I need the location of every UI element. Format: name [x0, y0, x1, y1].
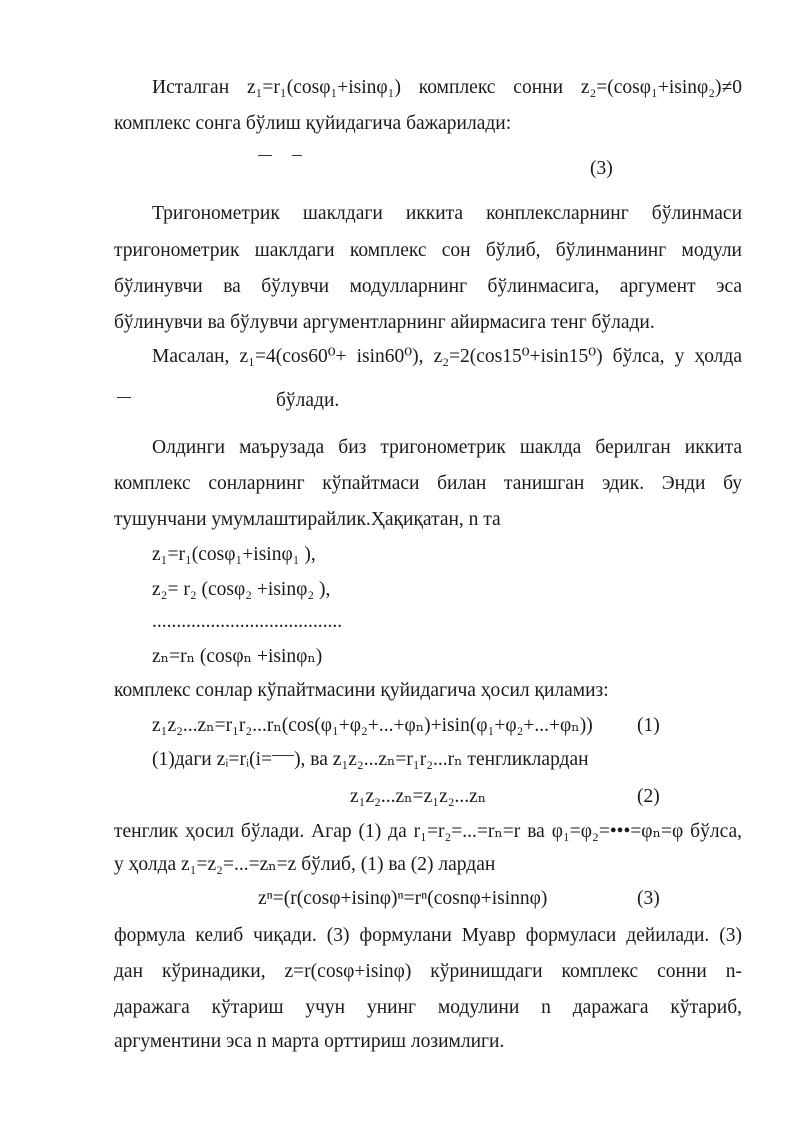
fraction-dash-3 [117, 397, 131, 398]
text-line-16: комплекс сонлар кўпайтмасини қуйидагича ҳосил қиламиз: [114, 680, 609, 701]
equation-number-1: (1) [637, 715, 660, 736]
text-line-4: тригонометрик шаклдаги комплекс сон бўлиб, бўлинманинг модули [114, 240, 742, 261]
fraction-dash-1 [258, 155, 272, 156]
formula-dots: ....................................... [152, 611, 343, 632]
text-line-11: тушунчани умумлаштирайлик.Ҳақиқатан, n та [114, 509, 501, 530]
formula-product: z₁z₂...zₙ=r₁r₂...rₙ(cos(φ₁+φ₂+...+φₙ)+isin(φ₁+φ₂+...+φₙ)) [152, 715, 593, 736]
text-line-20: тенглик ҳосил бўлади. Агар (1) да r₁=r₂=...=rₙ=r ва φ₁=φ₂=•••=φₙ=φ бўлса, [114, 821, 742, 842]
text-line-26: аргументини эса n марта орттириш лозимлиги. [114, 1031, 505, 1052]
equation-number-3: (3) [637, 888, 660, 909]
text-line-25: даражага кўтариш учун унинг модулини n даражага кўтариб, [114, 997, 742, 1018]
formula-z1: z₁=r₁(cosφ₁+isinφ₁ ), [152, 544, 316, 565]
formula-z2: z₂= r₂ (cosφ₂ +isinφ₂ ), [152, 579, 331, 600]
text-line-10: комплекс сонларнинг кўпайтмаси билан танишган эдик. Энди бу [114, 473, 742, 494]
text-line-6: бўлинувчи ва бўлувчи аргументларнинг айирмасига тенг бўлади. [114, 312, 655, 333]
text-line-23: формула келиб чиқади. (3) формулани Муавр формуласи дейилади. (3) [114, 925, 742, 946]
index-overline [272, 755, 294, 766]
text-line-18 [152, 748, 589, 772]
equation-number-3-top: (3) [590, 158, 613, 179]
formula-moivre: zⁿ=(r(cosφ+isinφ)ⁿ=rⁿ(cosnφ+isinnφ) [258, 888, 548, 909]
equation-number-2: (2) [637, 786, 660, 807]
text-line-1: Исталган z₁=r₁(cosφ₁+isinφ₁) комплекс сонни z₂=(cosφ₁+isinφ₂)≠0 [152, 77, 742, 98]
text-line-8: бўлади. [276, 390, 340, 411]
text-line-21: у ҳолда z₁=z₂=...=zₙ=z бўлиб, (1) ва (2) лардан [114, 854, 496, 875]
text-line-18-start: (1)даги zᵢ=rᵢ(i= [152, 749, 273, 770]
text-line-7: Масалан, z₁=4(cos60⁰+ isin60⁰), z₂=2(cos15⁰+isin15⁰) бўлса, у ҳолда [152, 346, 742, 367]
text-line-5: бўлинувчи ва бўлувчи модулларнинг бўлинмасига, аргумент эса [114, 276, 742, 297]
text-line-2: комплекс сонга бўлиш қуйидагича бажарилади: [114, 113, 512, 134]
text-line-3: Тригонометрик шаклдаги иккита конплексларнинг бўлинмаси [152, 203, 742, 224]
text-line-9: Олдинги маърузада биз тригонометрик шаклда берилган иккита [152, 437, 742, 458]
formula-zn: zₙ=rₙ (cosφₙ +isinφₙ) [152, 646, 323, 667]
text-line-24: дан кўринадики, z=r(cosφ+isinφ) кўринишдаги комплекс сонни n- [114, 961, 742, 982]
formula-equality: z₁z₂...zₙ=z₁z₂...zₙ [350, 786, 487, 807]
text-line-18-end: ), ва z₁z₂...zₙ=r₁r₂...rₙ тенгликлардан [294, 749, 589, 770]
fraction-dash-2 [292, 155, 302, 156]
